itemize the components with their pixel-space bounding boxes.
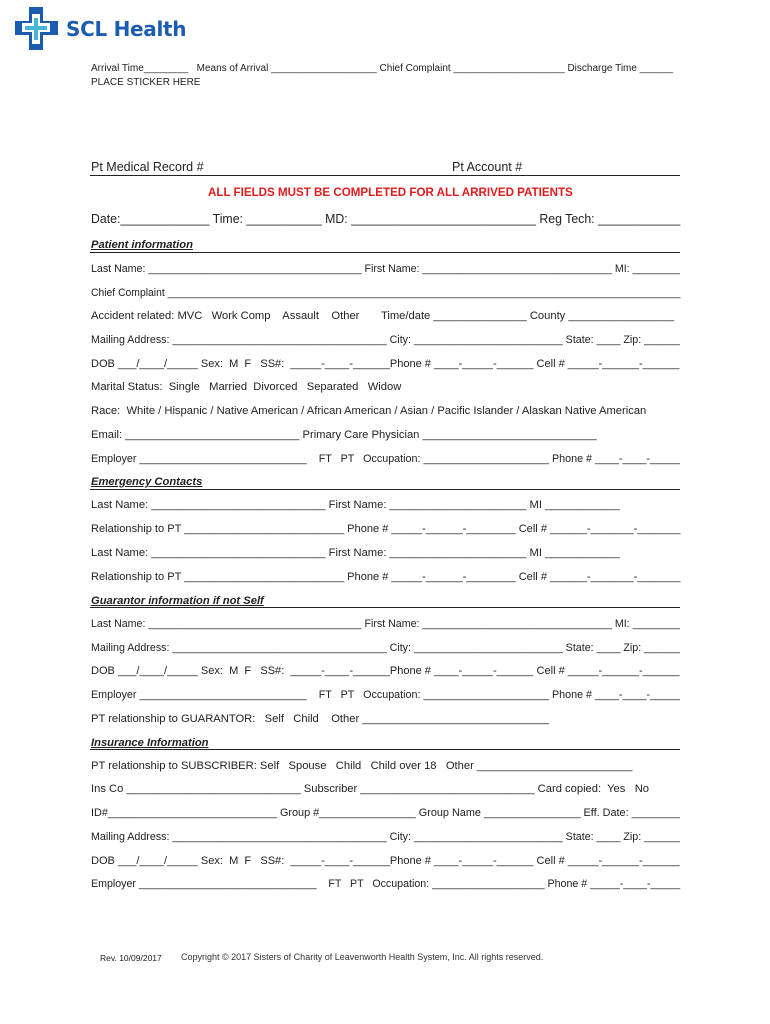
emergency-rule (90, 489, 680, 490)
copyright-notice: Copyright © 2017 Sisters of Charity of Leavenworth Health System, Inc. All rights reserved. (181, 952, 544, 962)
email-line: Email: ____________________________ Primary Care Physician ____________________________ (91, 429, 597, 441)
guarantor-relationship-line: PT relationship to GUARANTOR: Self Child Other ______________________________ (91, 713, 549, 725)
section-emergency-contacts: Emergency Contacts (91, 476, 203, 488)
guarantor-employer-line: Employer ____________________________ FT PT Occupation: _____________________ Phone # ____-____-_____ (91, 689, 680, 701)
insurance-employer-line: Employer ______________________________ FT PT Occupation: ___________________ Phone # _____-____-_____ (91, 878, 681, 890)
insurance-dob-line: DOB ___/____/_____ Sex: M F SS#: _____-____-______Phone # ____-_____-______ Cell # _____-______-______ (91, 855, 680, 867)
scl-cross-icon (14, 6, 60, 52)
patient-dob-line: DOB ___/____/_____ Sex: M F SS#: _____-____-______Phone # ____-_____-______ Cell # _____-______-______ (91, 358, 680, 370)
patient-name-line: Last Name: ____________________________________ First Name: ________________________________ MI: ________ (91, 263, 680, 275)
account-label: Pt Account # (452, 160, 523, 174)
brand-name: SCL Health (66, 17, 187, 41)
emergency-relationship-line-2: Relationship to PT __________________________ Phone # _____-______-________ Cell # ______-_______-_______ (91, 571, 681, 583)
ins-co-line: Ins Co ____________________________ Subscriber ____________________________ Card copied: Yes No (91, 783, 649, 795)
emergency-relationship-line-1: Relationship to PT __________________________ Phone # _____-______-________ Cell # ______-_______-_______ (91, 523, 681, 535)
arrival-line: Arrival Time________ Means of Arrival ___________________ Chief Complaint ____________________ Discharge Time ______ (91, 63, 674, 74)
accident-line: Accident related: MVC Work Comp Assault Other Time/date _______________ County _________________ (91, 310, 675, 322)
guarantor-dob-line: DOB ___/____/_____ Sex: M F SS#: _____-____-______Phone # ____-_____-______ Cell # _____-______-______ (91, 665, 680, 677)
insurance-address-line: Mailing Address: ____________________________________ City: _________________________ State: ____ Zip: ______ (91, 831, 680, 843)
section-guarantor: Guarantor information if not Self (91, 595, 264, 607)
insurance-rule (90, 749, 680, 750)
emergency-name-line-1: Last Name: ____________________________ First Name: ______________________ MI ____________ (91, 499, 620, 511)
subscriber-relationship-line: PT relationship to SUBSCRIBER: Self Spouse Child Child over 18 Other _________________________ (91, 760, 633, 772)
guarantor-address-line: Mailing Address: ____________________________________ City: _________________________ State: ____ Zip: ______ (91, 642, 680, 654)
insurance-id-line: ID#____________________________ Group #________________ Group Name ________________ Eff. Date: ________ (91, 807, 680, 819)
race-line: Race: White / Hispanic / Native American / African American / Asian / Pacific Islander / Alaskan Native American (91, 405, 647, 417)
section-patient-information: Patient information (91, 239, 193, 251)
section-insurance: Insurance Information (91, 737, 209, 749)
guarantor-rule (90, 607, 680, 608)
medical-record-label: Pt Medical Record # (91, 160, 204, 174)
marital-status-line: Marital Status: Single Married Divorced Separated Widow (91, 381, 402, 393)
patient-address-line: Mailing Address: ____________________________________ City: _________________________ State: ____ Zip: ______ (91, 334, 680, 346)
place-sticker-label: PLACE STICKER HERE (91, 77, 201, 88)
revision-date: Rev. 10/09/2017 (100, 953, 162, 963)
record-rule (90, 175, 680, 176)
scl-health-logo (14, 6, 186, 52)
guarantor-name-line: Last Name: ____________________________________ First Name: ________________________________ MI: ________ (91, 618, 680, 630)
chief-complaint-line: Chief Complaint _________________________________________________________________________________________ (91, 287, 681, 299)
patient-employer-line: Employer ____________________________ FT PT Occupation: _____________________ Phone # ____-____-_____ (91, 453, 680, 465)
patient-rule (90, 252, 680, 253)
emergency-name-line-2: Last Name: ____________________________ First Name: ______________________ MI ____________ (91, 547, 620, 559)
visit-line: Date:_____________ Time: ___________ MD: ___________________________ Reg Tech: ____________ (91, 212, 681, 226)
required-notice: ALL FIELDS MUST BE COMPLETED FOR ALL ARRIVED PATIENTS (208, 186, 573, 199)
